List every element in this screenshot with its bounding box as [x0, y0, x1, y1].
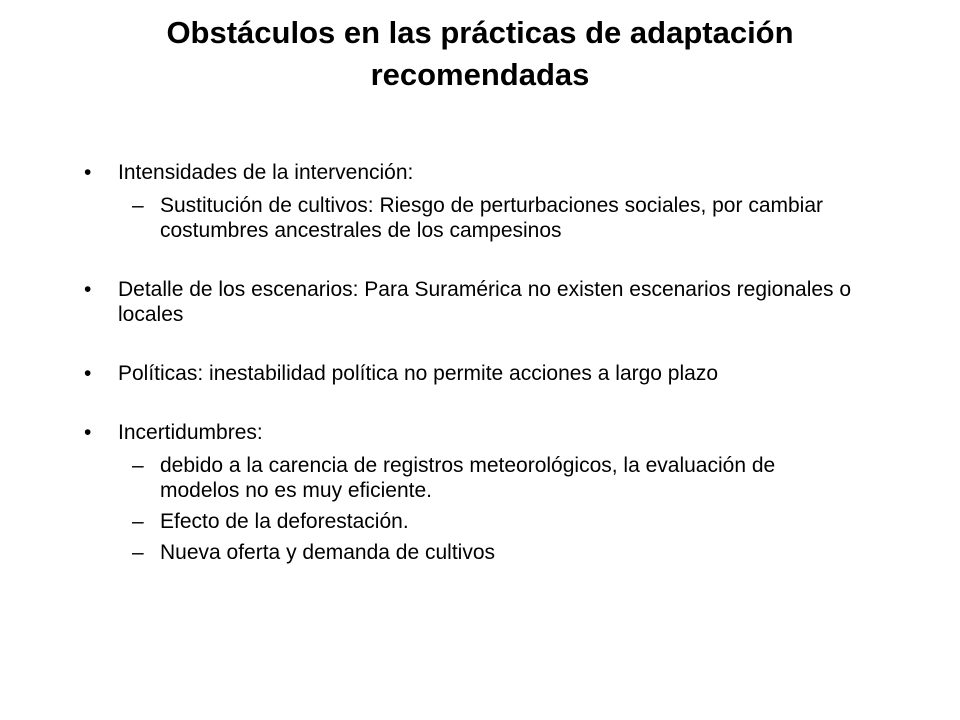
slide-title [40, 12, 920, 96]
sub-bullet-marker: – [132, 541, 144, 564]
sub-item-sustitucion [72, 193, 852, 243]
sub-item-text: Sustitución de cultivos: Riesgo de perturbaciones sociales, por cambiar costumbres ancestrales de los campesinos [160, 194, 824, 242]
slide-title-line-1: Obstáculos en las prácticas de adaptación [166, 15, 794, 50]
sub-item-text: debido a la carencia de registros meteorológicos, la evaluación de modelos no es muy eficiente. [160, 454, 776, 502]
bullet-text: Políticas: inestabilidad política no permite acciones a largo plazo [118, 362, 719, 385]
bullet-text: Incertidumbres: [118, 421, 263, 444]
bullet-item-escenarios [72, 277, 852, 327]
bullet-marker: • [84, 278, 92, 301]
bullet-text: Intensidades de la intervención: [118, 161, 414, 184]
bullet-text: Detalle de los escenarios: Para Suramérica no existen escenarios regionales o locales [118, 278, 852, 326]
sub-item-registros [72, 453, 852, 503]
bullet-marker: • [84, 161, 92, 184]
bullet-list [72, 160, 852, 565]
bullet-item-intensidades [72, 160, 852, 185]
sub-item-oferta [72, 540, 852, 565]
slide-title-line-2: recomendadas [370, 57, 590, 92]
bullet-marker: • [84, 421, 92, 444]
bullet-marker: • [84, 362, 92, 385]
sub-item-deforestacion [72, 509, 852, 534]
sub-bullet-marker: – [132, 454, 144, 477]
sub-bullet-marker: – [132, 194, 144, 217]
sub-bullet-marker: – [132, 510, 144, 533]
sub-item-text: Efecto de la deforestación. [160, 510, 409, 533]
bullet-item-incertidumbres [72, 420, 852, 445]
sub-item-text: Nueva oferta y demanda de cultivos [160, 541, 496, 564]
bullet-item-politicas [72, 361, 852, 386]
